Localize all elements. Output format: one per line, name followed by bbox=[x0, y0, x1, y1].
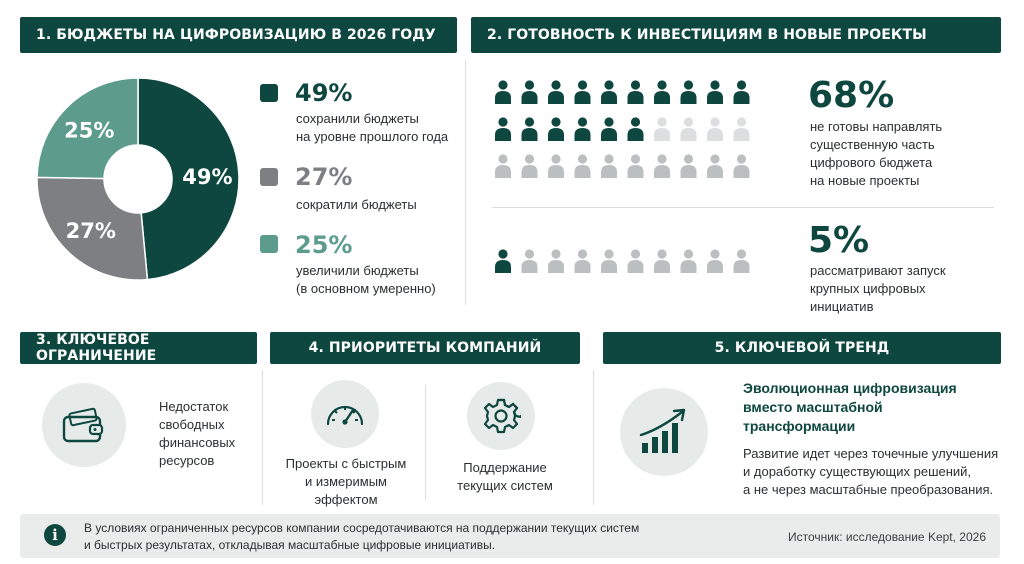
section2-title-bar bbox=[471, 17, 1001, 53]
wallet-icon bbox=[62, 405, 106, 445]
donut-label-2: 25% bbox=[64, 118, 115, 143]
person-icon bbox=[707, 80, 723, 104]
priority1-text-1: Проекты с быстрым bbox=[285, 456, 407, 471]
legend-text-2a: увеличили бюджеты bbox=[296, 263, 419, 278]
person-icon bbox=[601, 249, 617, 273]
section3-text-4: ресурсов bbox=[159, 453, 215, 468]
person-icon bbox=[601, 117, 617, 141]
person-icon bbox=[681, 117, 697, 141]
person-icon bbox=[495, 154, 511, 178]
section3-text-2: свободных bbox=[159, 417, 225, 432]
legend-text-2b: (в основном умеренно) bbox=[296, 281, 436, 296]
info-icon: i bbox=[44, 524, 66, 546]
section1-title-bar bbox=[20, 17, 457, 53]
growth-chart-icon bbox=[638, 407, 690, 457]
divider-sections-1-2 bbox=[465, 60, 466, 305]
person-icon bbox=[548, 249, 564, 273]
stat1-text-2: существенную часть bbox=[810, 137, 935, 152]
person-icon bbox=[654, 249, 670, 273]
person-icon bbox=[654, 80, 670, 104]
priority1-text-3: эффектом bbox=[314, 492, 378, 507]
stat1-text-1: не готовы направлять bbox=[810, 119, 943, 134]
person-icon bbox=[707, 249, 723, 273]
person-icon bbox=[628, 80, 644, 104]
stat2-text-3: инициатив bbox=[810, 299, 874, 314]
person-icon bbox=[495, 117, 511, 141]
donut-label-0: 49% bbox=[182, 164, 233, 189]
person-icon bbox=[628, 117, 644, 141]
person-icon bbox=[734, 80, 750, 104]
person-icon bbox=[628, 249, 644, 273]
stat2-text-1: рассматривают запуск bbox=[810, 263, 946, 278]
section4-title: 4. ПРИОРИТЕТЫ КОМПАНИЙ bbox=[308, 340, 542, 356]
gear-icon bbox=[481, 396, 521, 436]
priority2-text-1: Поддержание bbox=[463, 460, 547, 475]
budget-donut-chart bbox=[37, 72, 239, 286]
section4-title-bar bbox=[270, 332, 580, 364]
footer-text-1: В условиях ограниченных ресурсов компании сосредотачиваются на поддержании текущих систем bbox=[84, 521, 640, 535]
wallet-icon-circle bbox=[42, 383, 126, 467]
person-icon bbox=[495, 249, 511, 273]
person-icon bbox=[681, 154, 697, 178]
legend-text-0b: на уровне прошлого года bbox=[296, 129, 449, 144]
person-icon bbox=[734, 154, 750, 178]
person-icon bbox=[707, 117, 723, 141]
person-icon bbox=[734, 249, 750, 273]
stat1-text-3: цифрового бюджета bbox=[810, 155, 933, 170]
stat2-text-2: крупных цифровых bbox=[810, 281, 926, 296]
person-icon bbox=[628, 154, 644, 178]
legend-text-0a: сохранили бюджеты bbox=[296, 111, 419, 126]
person-icon bbox=[522, 154, 538, 178]
person-icon bbox=[654, 154, 670, 178]
divider-priorities bbox=[425, 385, 426, 500]
gear-icon-circle bbox=[467, 382, 535, 450]
person-icon bbox=[601, 80, 617, 104]
person-icon bbox=[681, 80, 697, 104]
person-icon bbox=[734, 117, 750, 141]
donut-label-1: 27% bbox=[65, 219, 116, 244]
person-icon bbox=[654, 117, 670, 141]
section1-title: 1. БЮДЖЕТЫ НА ЦИФРОВИЗАЦИЮ В 2026 ГОДУ bbox=[36, 27, 436, 43]
trend-text-2: и доработку существующих решений, bbox=[743, 464, 972, 479]
person-icon bbox=[548, 117, 564, 141]
priority1-text-2: и измеримым bbox=[305, 474, 387, 489]
person-icon bbox=[681, 249, 697, 273]
speedometer-icon bbox=[323, 396, 367, 432]
priority2-text-2: текущих систем bbox=[457, 478, 553, 493]
divider-sections-4-5 bbox=[593, 370, 594, 505]
legend-swatch-0 bbox=[260, 84, 278, 102]
stat1-pct: 68% bbox=[808, 75, 895, 116]
trend-text-1: Развитие идет через точечные улучшения bbox=[743, 446, 999, 461]
person-icon bbox=[575, 117, 591, 141]
person-icon bbox=[707, 154, 723, 178]
divider-sections-3-4 bbox=[262, 370, 263, 505]
legend-pct-2: 25% bbox=[295, 231, 353, 259]
trend-heading-3: трансформации bbox=[743, 418, 856, 434]
legend-pct-1: 27% bbox=[295, 163, 353, 191]
person-icon bbox=[548, 80, 564, 104]
person-icon bbox=[601, 154, 617, 178]
person-icon bbox=[548, 154, 564, 178]
person-icon bbox=[522, 117, 538, 141]
person-icon bbox=[575, 80, 591, 104]
stat1-text-4: на новые проекты bbox=[810, 173, 920, 188]
person-icon bbox=[522, 80, 538, 104]
section5-title: 5. КЛЮЧЕВОЙ ТРЕНД bbox=[714, 340, 890, 356]
divider-section2 bbox=[492, 207, 994, 208]
section3-title-bar bbox=[20, 332, 257, 364]
section3-text-1: Недостаток bbox=[159, 399, 229, 414]
trend-heading-1: Эволюционная цифровизация bbox=[743, 380, 957, 396]
growth-chart-icon-circle bbox=[620, 388, 708, 476]
people-grid-68 bbox=[492, 78, 762, 186]
footer-source: Источник: исследование Kept, 2026 bbox=[788, 530, 986, 544]
legend-swatch-2 bbox=[260, 235, 278, 253]
speedometer-icon-circle bbox=[311, 380, 379, 448]
section5-title-bar bbox=[603, 332, 1001, 364]
legend-swatch-1 bbox=[260, 168, 278, 186]
trend-text-3: а не через масштабные преобразования. bbox=[743, 482, 994, 497]
section2-title: 2. ГОТОВНОСТЬ К ИНВЕСТИЦИЯМ В НОВЫЕ ПРОЕКТЫ bbox=[487, 27, 927, 43]
footer-text-2: и быстрых результатах, откладывая масштабные цифровые инициативы. bbox=[84, 538, 496, 552]
person-icon bbox=[495, 80, 511, 104]
section3-text-3: финансовых bbox=[159, 435, 236, 450]
legend-text-1a: сократили бюджеты bbox=[296, 197, 417, 212]
stat2-pct: 5% bbox=[808, 220, 870, 261]
legend-pct-0: 49% bbox=[295, 79, 353, 107]
trend-heading-2: вместо масштабной bbox=[743, 399, 883, 415]
person-icon bbox=[522, 249, 538, 273]
people-grid-5 bbox=[492, 248, 762, 274]
person-icon bbox=[575, 154, 591, 178]
person-icon bbox=[575, 249, 591, 273]
section3-title: 3. КЛЮЧЕВОЕ ОГРАНИЧЕНИЕ bbox=[36, 332, 157, 364]
